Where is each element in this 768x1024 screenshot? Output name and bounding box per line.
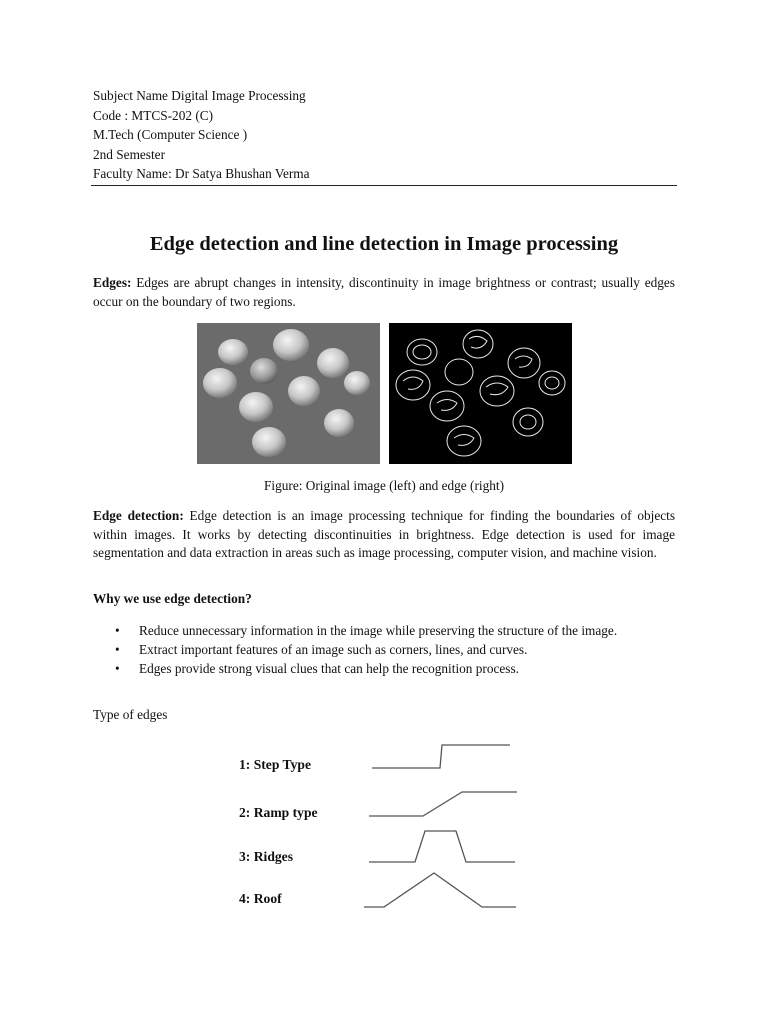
list-item: • Extract important features of an image such as corners, lines, and curves. (115, 642, 528, 657)
edges-label: Edges: (93, 275, 132, 290)
subject-name: Subject Name Digital Image Processing (93, 88, 306, 103)
why-bullet-list (115, 621, 617, 678)
edge-detection-label: Edge detection: (93, 508, 184, 523)
program-name: M.Tech (Computer Science ) (93, 127, 248, 142)
roof-label: 4: Roof (239, 891, 282, 906)
edges-paragraph (93, 274, 675, 311)
course-header (93, 86, 310, 184)
edge-detection-text: Edge detection is an image processing technique for finding the boundaries of objects within images. It works by detecting discontinuities in brightness. Edge detection is used for image segmentation and data extraction in areas such as image processing, computer vision, and machine vision. (93, 508, 675, 560)
faculty-name: Faculty Name: Dr Satya Bhushan Verma (93, 166, 310, 181)
bullet-icon: • (115, 623, 120, 638)
coins-original-image (197, 323, 380, 464)
page-title: Edge detection and line detection in Image processing (149, 233, 619, 255)
list-item: • Reduce unnecessary information in the image while preserving the structure of the image. (115, 623, 618, 638)
edge-types-heading: Type of edges (93, 707, 168, 722)
figure-caption: Figure: Original image (left) and edge (right) (264, 478, 504, 493)
step-edge-icon (370, 740, 515, 772)
ridge-edge-icon (367, 827, 519, 867)
why-heading: Why we use edge detection? (93, 591, 252, 606)
course-code: Code : MTCS-202 (C) (93, 107, 214, 123)
ridges-label: 3: Ridges (239, 849, 293, 864)
header-divider (91, 185, 677, 186)
ramp-edge-icon (367, 788, 519, 820)
bullet-icon: • (115, 642, 120, 657)
ramp-type-label: 2: Ramp type (239, 805, 318, 820)
step-type-label: 1: Step Type (239, 757, 312, 772)
list-item: • Edges provide strong visual clues that can help the recognition process. (115, 661, 519, 676)
semester: 2nd Semester (93, 146, 166, 162)
coins-edge-image (389, 323, 572, 464)
edges-text: Edges are abrupt changes in intensity, discontinuity in image brightness or contrast; usually edges occur on the boundary of two regions. (93, 275, 675, 309)
edge-detection-paragraph (93, 507, 675, 563)
roof-edge-icon (362, 870, 519, 910)
bullet-icon: • (115, 661, 120, 676)
